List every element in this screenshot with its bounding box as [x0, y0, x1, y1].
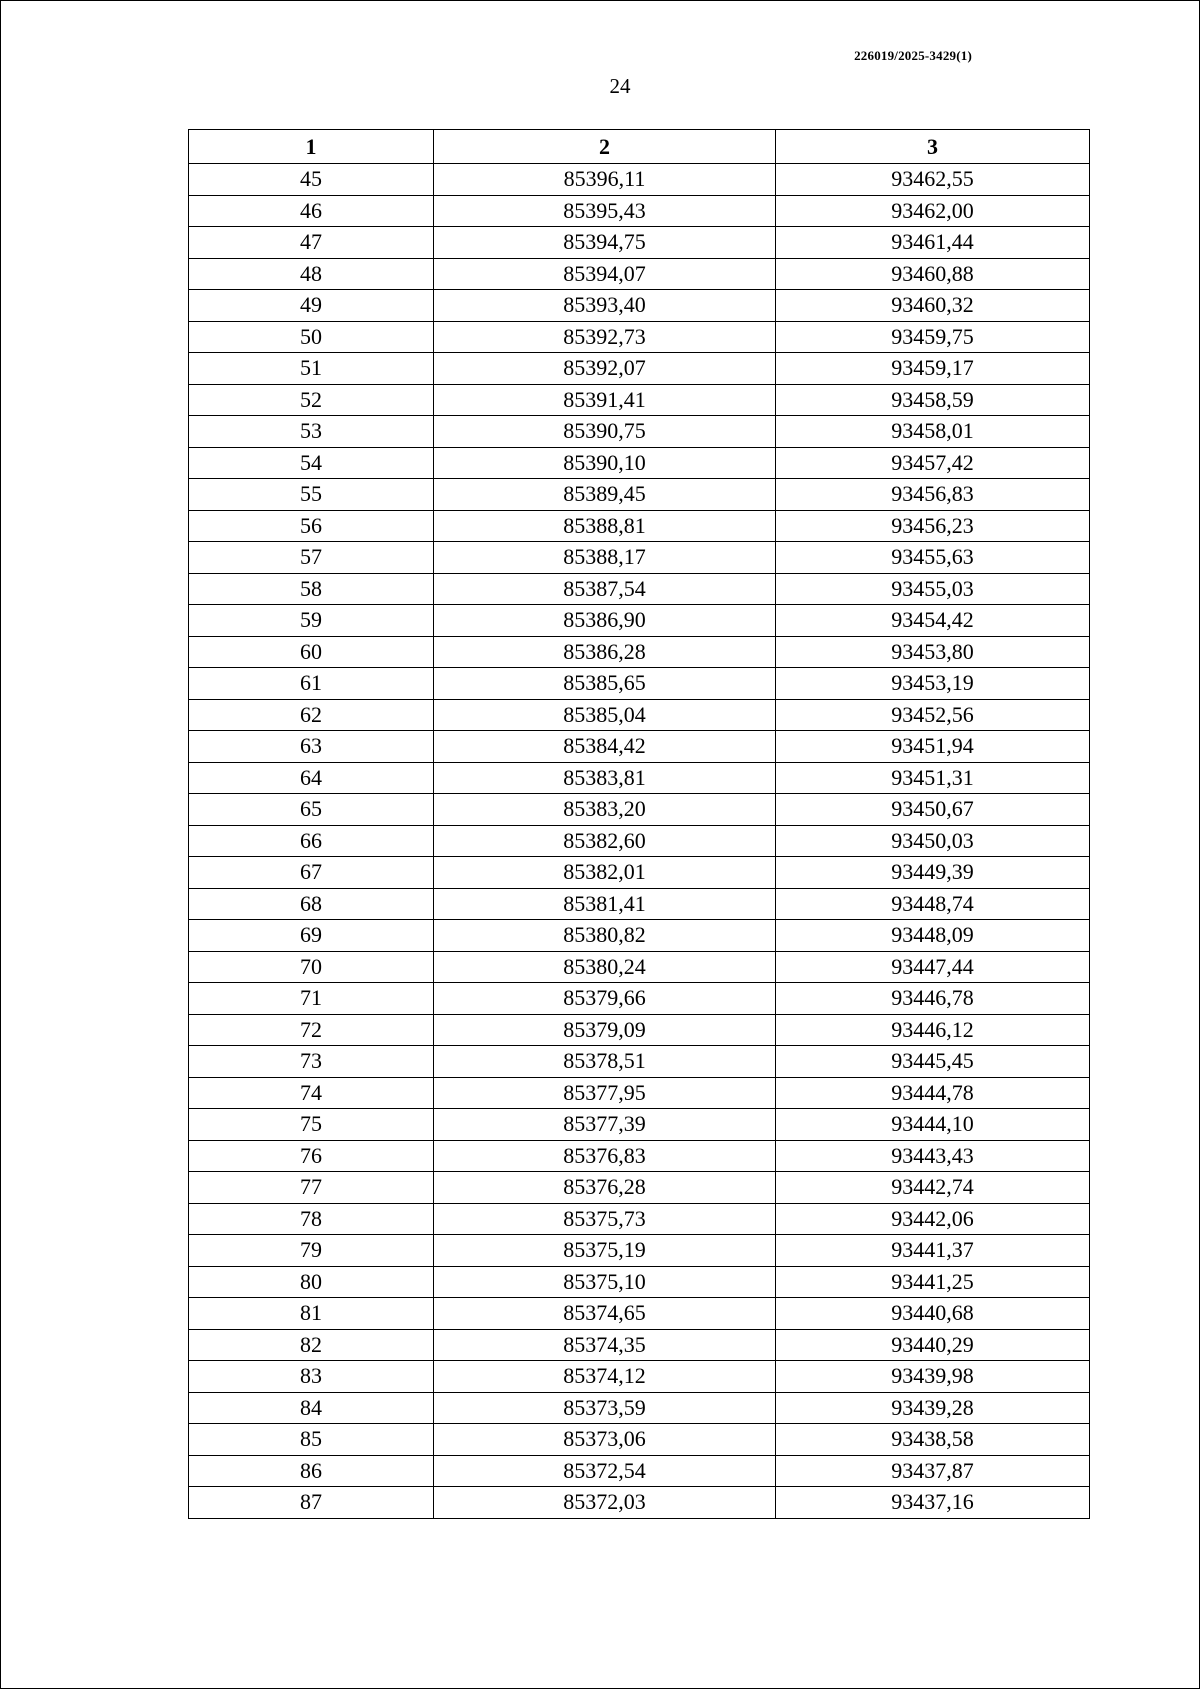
- table-row: [189, 1455, 1090, 1487]
- point-number-cell: 63: [189, 731, 434, 763]
- table-body: [189, 164, 1090, 1519]
- table-row: [189, 479, 1090, 511]
- coordinate-x-cell: 85374,65: [434, 1298, 776, 1330]
- coordinate-y-cell: 93462,55: [776, 164, 1090, 196]
- point-number-cell: 60: [189, 636, 434, 668]
- table-row: [189, 1077, 1090, 1109]
- table-row: [189, 1140, 1090, 1172]
- coordinate-y-cell: 93439,28: [776, 1392, 1090, 1424]
- table-row: [189, 731, 1090, 763]
- point-number-cell: 80: [189, 1266, 434, 1298]
- table-row: [189, 1361, 1090, 1393]
- point-number-cell: 66: [189, 825, 434, 857]
- coordinate-x-cell: 85374,12: [434, 1361, 776, 1393]
- coordinate-x-cell: 85373,06: [434, 1424, 776, 1456]
- coordinate-y-cell: 93461,44: [776, 227, 1090, 259]
- point-number-cell: 72: [189, 1014, 434, 1046]
- coordinate-y-cell: 93455,03: [776, 573, 1090, 605]
- coordinate-x-cell: 85387,54: [434, 573, 776, 605]
- coordinate-x-cell: 85379,66: [434, 983, 776, 1015]
- coordinate-y-cell: 93451,31: [776, 762, 1090, 794]
- table-row: [189, 983, 1090, 1015]
- point-number-cell: 65: [189, 794, 434, 826]
- coordinate-y-cell: 93458,59: [776, 384, 1090, 416]
- point-number-cell: 83: [189, 1361, 434, 1393]
- coordinate-x-cell: 85376,83: [434, 1140, 776, 1172]
- coordinates-table: [188, 129, 1090, 1519]
- coordinate-y-cell: 93443,43: [776, 1140, 1090, 1172]
- table-row: [189, 1046, 1090, 1078]
- point-number-cell: 67: [189, 857, 434, 889]
- coordinate-y-cell: 93442,74: [776, 1172, 1090, 1204]
- coordinate-y-cell: 93457,42: [776, 447, 1090, 479]
- coordinate-y-cell: 93440,68: [776, 1298, 1090, 1330]
- coordinate-x-cell: 85388,17: [434, 542, 776, 574]
- coordinate-x-cell: 85376,28: [434, 1172, 776, 1204]
- coordinate-y-cell: 93453,19: [776, 668, 1090, 700]
- table-row: [189, 1424, 1090, 1456]
- table-row: [189, 384, 1090, 416]
- point-number-cell: 46: [189, 195, 434, 227]
- coordinate-x-cell: 85386,28: [434, 636, 776, 668]
- coordinate-x-cell: 85395,43: [434, 195, 776, 227]
- point-number-cell: 68: [189, 888, 434, 920]
- point-number-cell: 76: [189, 1140, 434, 1172]
- coordinate-x-cell: 85373,59: [434, 1392, 776, 1424]
- coordinate-x-cell: 85383,20: [434, 794, 776, 826]
- coordinate-x-cell: 85390,75: [434, 416, 776, 448]
- coordinate-y-cell: 93455,63: [776, 542, 1090, 574]
- point-number-cell: 82: [189, 1329, 434, 1361]
- coordinate-y-cell: 93447,44: [776, 951, 1090, 983]
- column-header-2: 2: [434, 130, 776, 164]
- table-row: [189, 1266, 1090, 1298]
- coordinate-y-cell: 93448,09: [776, 920, 1090, 952]
- table-row: [189, 699, 1090, 731]
- table-row: [189, 1487, 1090, 1519]
- coordinate-y-cell: 93437,87: [776, 1455, 1090, 1487]
- table-row: [189, 1109, 1090, 1141]
- coordinate-x-cell: 85389,45: [434, 479, 776, 511]
- coordinate-y-cell: 93441,37: [776, 1235, 1090, 1267]
- point-number-cell: 85: [189, 1424, 434, 1456]
- coordinate-x-cell: 85378,51: [434, 1046, 776, 1078]
- table-row: [189, 164, 1090, 196]
- coordinate-x-cell: 85377,95: [434, 1077, 776, 1109]
- coordinate-y-cell: 93460,88: [776, 258, 1090, 290]
- point-number-cell: 59: [189, 605, 434, 637]
- table-row: [189, 794, 1090, 826]
- point-number-cell: 61: [189, 668, 434, 700]
- coordinate-y-cell: 93440,29: [776, 1329, 1090, 1361]
- point-number-cell: 71: [189, 983, 434, 1015]
- coordinate-y-cell: 93446,78: [776, 983, 1090, 1015]
- coordinate-x-cell: 85386,90: [434, 605, 776, 637]
- column-header-1: 1: [189, 130, 434, 164]
- coordinate-x-cell: 85390,10: [434, 447, 776, 479]
- table-header: [189, 130, 1090, 164]
- coordinate-y-cell: 93439,98: [776, 1361, 1090, 1393]
- coordinate-x-cell: 85375,19: [434, 1235, 776, 1267]
- point-number-cell: 49: [189, 290, 434, 322]
- table-row: [189, 195, 1090, 227]
- coordinate-y-cell: 93446,12: [776, 1014, 1090, 1046]
- table-row: [189, 1298, 1090, 1330]
- coordinate-x-cell: 85380,82: [434, 920, 776, 952]
- table-row: [189, 1172, 1090, 1204]
- table-row: [189, 951, 1090, 983]
- coordinate-y-cell: 93454,42: [776, 605, 1090, 637]
- coordinate-y-cell: 93460,32: [776, 290, 1090, 322]
- point-number-cell: 45: [189, 164, 434, 196]
- coordinate-y-cell: 93445,45: [776, 1046, 1090, 1078]
- coordinate-x-cell: 85393,40: [434, 290, 776, 322]
- coordinate-x-cell: 85375,73: [434, 1203, 776, 1235]
- table-row: [189, 1014, 1090, 1046]
- table-row: [189, 542, 1090, 574]
- coordinate-x-cell: 85380,24: [434, 951, 776, 983]
- point-number-cell: 84: [189, 1392, 434, 1424]
- point-number-cell: 50: [189, 321, 434, 353]
- document-reference: 226019/2025-3429(1): [854, 48, 972, 63]
- coordinate-x-cell: 85377,39: [434, 1109, 776, 1141]
- coordinate-x-cell: 85375,10: [434, 1266, 776, 1298]
- table-row: [189, 321, 1090, 353]
- table-row: [189, 668, 1090, 700]
- header-row: [189, 130, 1090, 164]
- coordinate-y-cell: 93444,78: [776, 1077, 1090, 1109]
- coordinate-y-cell: 93450,03: [776, 825, 1090, 857]
- coordinate-y-cell: 93453,80: [776, 636, 1090, 668]
- coordinate-x-cell: 85383,81: [434, 762, 776, 794]
- coordinate-x-cell: 85385,04: [434, 699, 776, 731]
- column-header-3: 3: [776, 130, 1090, 164]
- coordinate-y-cell: 93444,10: [776, 1109, 1090, 1141]
- point-number-cell: 48: [189, 258, 434, 290]
- point-number-cell: 53: [189, 416, 434, 448]
- coordinate-y-cell: 93438,58: [776, 1424, 1090, 1456]
- coordinate-x-cell: 85392,73: [434, 321, 776, 353]
- point-number-cell: 87: [189, 1487, 434, 1519]
- coordinate-y-cell: 93459,17: [776, 353, 1090, 385]
- point-number-cell: 69: [189, 920, 434, 952]
- coordinate-x-cell: 85374,35: [434, 1329, 776, 1361]
- table-row: [189, 353, 1090, 385]
- point-number-cell: 51: [189, 353, 434, 385]
- point-number-cell: 78: [189, 1203, 434, 1235]
- coordinate-x-cell: 85396,11: [434, 164, 776, 196]
- table-row: [189, 857, 1090, 889]
- coordinate-x-cell: 85391,41: [434, 384, 776, 416]
- coordinate-y-cell: 93456,83: [776, 479, 1090, 511]
- coordinate-x-cell: 85394,75: [434, 227, 776, 259]
- coordinate-x-cell: 85385,65: [434, 668, 776, 700]
- table-row: [189, 290, 1090, 322]
- point-number-cell: 81: [189, 1298, 434, 1330]
- coordinate-y-cell: 93437,16: [776, 1487, 1090, 1519]
- coordinate-y-cell: 93450,67: [776, 794, 1090, 826]
- point-number-cell: 47: [189, 227, 434, 259]
- table-row: [189, 920, 1090, 952]
- coordinate-y-cell: 93448,74: [776, 888, 1090, 920]
- page-number: 24: [609, 74, 631, 98]
- point-number-cell: 62: [189, 699, 434, 731]
- table-row: [189, 1329, 1090, 1361]
- table-row: [189, 825, 1090, 857]
- coordinate-x-cell: 85382,60: [434, 825, 776, 857]
- point-number-cell: 56: [189, 510, 434, 542]
- coordinate-x-cell: 85382,01: [434, 857, 776, 889]
- coordinate-x-cell: 85379,09: [434, 1014, 776, 1046]
- table-row: [189, 605, 1090, 637]
- table-row: [189, 762, 1090, 794]
- point-number-cell: 77: [189, 1172, 434, 1204]
- coordinate-y-cell: 93456,23: [776, 510, 1090, 542]
- table-row: [189, 1203, 1090, 1235]
- table-row: [189, 416, 1090, 448]
- point-number-cell: 64: [189, 762, 434, 794]
- table-row: [189, 447, 1090, 479]
- point-number-cell: 86: [189, 1455, 434, 1487]
- coordinate-y-cell: 93451,94: [776, 731, 1090, 763]
- table-row: [189, 888, 1090, 920]
- coordinate-y-cell: 93458,01: [776, 416, 1090, 448]
- table-row: [189, 636, 1090, 668]
- coordinate-y-cell: 93449,39: [776, 857, 1090, 889]
- point-number-cell: 58: [189, 573, 434, 605]
- table-row: [189, 227, 1090, 259]
- point-number-cell: 74: [189, 1077, 434, 1109]
- table-row: [189, 1235, 1090, 1267]
- coordinate-y-cell: 93452,56: [776, 699, 1090, 731]
- point-number-cell: 79: [189, 1235, 434, 1267]
- point-number-cell: 57: [189, 542, 434, 574]
- point-number-cell: 52: [189, 384, 434, 416]
- coordinate-y-cell: 93462,00: [776, 195, 1090, 227]
- coordinate-x-cell: 85392,07: [434, 353, 776, 385]
- table-row: [189, 258, 1090, 290]
- coordinate-x-cell: 85372,03: [434, 1487, 776, 1519]
- coordinate-y-cell: 93442,06: [776, 1203, 1090, 1235]
- coordinate-y-cell: 93441,25: [776, 1266, 1090, 1298]
- point-number-cell: 73: [189, 1046, 434, 1078]
- point-number-cell: 70: [189, 951, 434, 983]
- table-row: [189, 573, 1090, 605]
- table-row: [189, 510, 1090, 542]
- coordinate-x-cell: 85388,81: [434, 510, 776, 542]
- point-number-cell: 55: [189, 479, 434, 511]
- table-row: [189, 1392, 1090, 1424]
- coordinate-x-cell: 85394,07: [434, 258, 776, 290]
- point-number-cell: 54: [189, 447, 434, 479]
- coordinate-x-cell: 85384,42: [434, 731, 776, 763]
- coordinate-x-cell: 85381,41: [434, 888, 776, 920]
- point-number-cell: 75: [189, 1109, 434, 1141]
- coordinate-y-cell: 93459,75: [776, 321, 1090, 353]
- coordinate-x-cell: 85372,54: [434, 1455, 776, 1487]
